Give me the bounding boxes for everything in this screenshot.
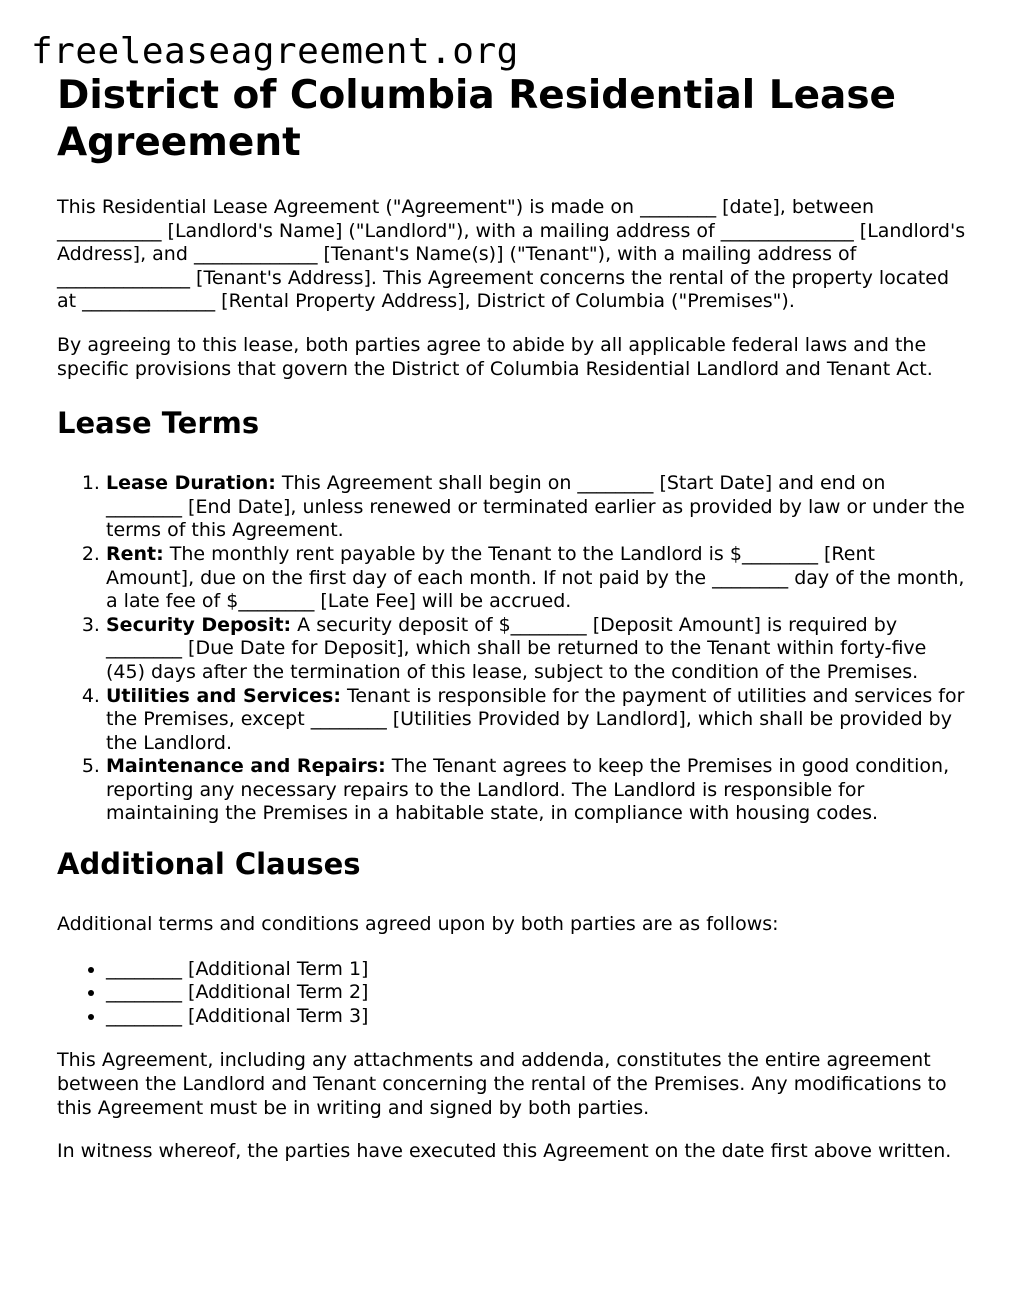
document-title: District of Columbia Residential Lease Agreement <box>57 73 896 165</box>
term-security-deposit <box>106 614 967 685</box>
additional-clauses-intro: Additional terms and conditions agreed upon by both parties are as follows: <box>57 913 779 936</box>
lease-terms-list <box>57 472 967 826</box>
term-maintenance <box>106 755 967 826</box>
additional-term-item: • ________ [Additional Term 3] <box>106 1005 967 1029</box>
term-text: Tenant is responsible for the payment of utilities and services for the Premises, except ________ [Utilities Provided by Landlord], which shall be provided by the Landlord. <box>106 684 965 754</box>
term-label: Rent: <box>106 542 164 565</box>
term-text: The Tenant agrees to keep the Premises in good condition, reporting any necessary repairs to the Landlord. The Landlord is responsible for maintaining the Premises in a habitable state, in compliance with housing codes. <box>106 755 950 825</box>
term-utilities <box>106 685 967 756</box>
term-text: The monthly rent payable by the Tenant to the Landlord is $________ [Rent Amount], due on the first day of each month. If not paid by the ________ day of the month, a late fee of $________ [Late Fee] will be accrued. <box>106 542 965 613</box>
term-label: Lease Duration: <box>106 472 276 495</box>
term-label: Maintenance and Repairs: <box>106 755 386 778</box>
additional-term-item: • ________ [Additional Term 2] <box>106 981 967 1005</box>
additional-term-item: • ________ [Additional Term 1] <box>106 958 967 982</box>
entire-agreement-paragraph: This Agreement, including any attachments and addenda, constitutes the entire agreement between the Landlord and Tenant concerning the rental of the Premises. Any modifications to this Agreement must be in writing and signed by both parties. <box>57 1049 947 1119</box>
document-body <box>57 72 967 1164</box>
additional-clauses-heading: Additional Clauses <box>57 847 361 882</box>
term-label: Utilities and Services: <box>106 684 341 707</box>
site-watermark: freeleaseagreement.org <box>31 31 519 72</box>
abide-paragraph: By agreeing to this lease, both parties agree to abide by all applicable federal laws and the specific provisions that govern the District of Columbia Residential Landlord and Tenant Act. <box>57 333 933 380</box>
lease-terms-heading: Lease Terms <box>57 406 260 441</box>
additional-terms-list <box>57 958 967 1029</box>
term-lease-duration <box>106 472 967 543</box>
intro-paragraph: This Residential Lease Agreement ("Agreement") is made on ________ [date], between ___________ [Landlord's Name] ("Landlord"), with a mailing address of ______________ [Landlord's Address], and _____________ [Tenant's Name(s)] ("Tenant"), with a mailing address of ______________ [Tenant's Address]. This Agreement concerns the rental of the property located at ______________ [Rental Property Address], District of Columbia ("Premises"). <box>57 196 966 313</box>
witness-paragraph: In witness whereof, the parties have executed this Agreement on the date first above written. <box>57 1140 952 1163</box>
term-text: This Agreement shall begin on ________ [Start Date] and end on ________ [End Date], unless renewed or terminated earlier as provided by law or under the terms of this Agreement. <box>106 472 965 542</box>
term-rent <box>106 543 967 614</box>
term-label: Security Deposit: <box>106 613 292 636</box>
term-text: A security deposit of $________ [Deposit Amount] is required by ________ [Due Date for Deposit], which shall be returned to the Tenant within forty-five (45) days after the termination of this lease, subject to the condition of the Premises. <box>106 613 927 683</box>
